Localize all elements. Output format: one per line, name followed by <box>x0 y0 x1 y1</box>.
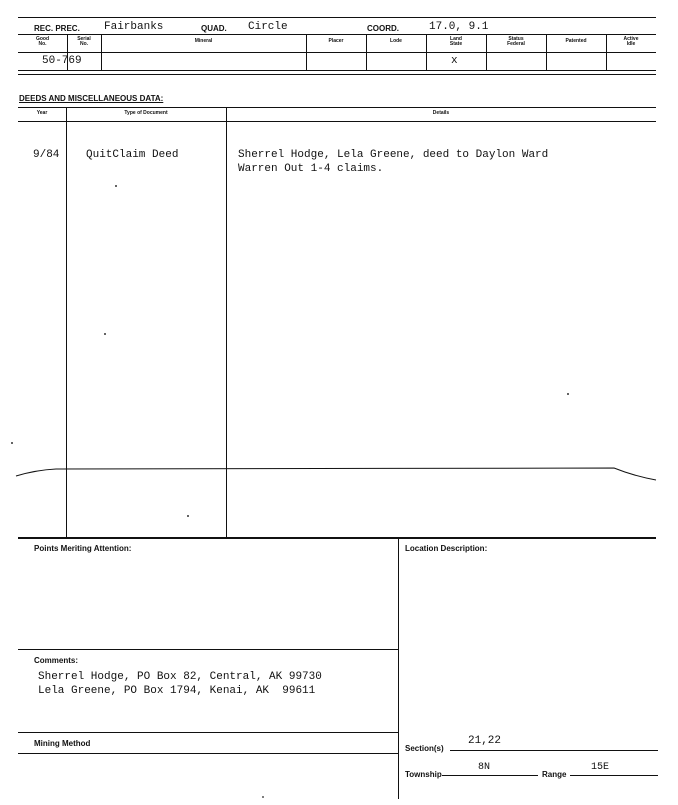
quad-value: Circle <box>248 21 288 33</box>
points-meriting-label: Points Meriting Attention: <box>34 544 132 553</box>
col-placer: Placer <box>328 38 344 44</box>
mining-method-label: Mining Method <box>34 739 91 748</box>
speck <box>11 442 13 444</box>
col-lode: Lode <box>390 38 402 44</box>
comments-label: Comments: <box>34 656 79 665</box>
col-land-state: Land State <box>449 36 463 47</box>
col-details: Details <box>432 110 450 116</box>
comment-line1: Sherrel Hodge, PO Box 82, Central, AK 99730 <box>38 671 322 683</box>
col-good-no: Good No. <box>35 36 50 47</box>
rec-prec-value: Fairbanks <box>104 21 164 33</box>
speck <box>187 515 189 517</box>
range-underline <box>570 775 658 776</box>
coord-value: 17.0, 9.1 <box>429 21 489 33</box>
fold-line <box>16 468 656 480</box>
speck <box>262 796 264 798</box>
col-year: Year <box>36 110 48 116</box>
col-status-federal: Status Federal <box>507 36 525 47</box>
col-serial-no: Serial No. <box>77 36 91 47</box>
speck <box>567 393 569 395</box>
good-no-value: 50-769 <box>42 55 82 67</box>
col-mineral: Mineral <box>194 38 213 44</box>
township-value: 8N <box>478 762 491 773</box>
coord-label: COORD. <box>367 24 399 33</box>
lower-col-divider <box>398 537 399 799</box>
lower-section-rule <box>18 537 656 539</box>
section-value: 21,22 <box>468 735 502 747</box>
location-description-label: Location Description: <box>405 544 488 553</box>
range-label: Range <box>542 770 567 779</box>
deed-details-line2: Warren Out 1-4 claims. <box>238 163 384 175</box>
rec-prec-label: REC. PREC. <box>34 24 80 33</box>
mining-underline <box>18 753 398 754</box>
col-patented: Patented <box>565 38 587 44</box>
comments-rule <box>18 649 398 650</box>
section-label: Section(s) <box>405 744 444 753</box>
township-underline <box>442 775 538 776</box>
comment-line2: Lela Greene, PO Box 1794, Kenai, AK 99611 <box>38 685 316 697</box>
range-value: 15E <box>591 762 610 773</box>
land-state-mark: x <box>451 55 458 67</box>
speck <box>115 185 117 187</box>
deed-type: QuitClaim Deed <box>86 149 179 161</box>
deed-year: 9/84 <box>33 149 60 161</box>
col-active-idle: Active Idle <box>623 36 639 47</box>
col-type-of-document: Type of Document <box>124 110 168 116</box>
section-underline <box>450 750 658 751</box>
deed-details-line1: Sherrel Hodge, Lela Greene, deed to Daylon Ward <box>238 149 549 161</box>
township-label: Township <box>405 770 442 779</box>
deeds-section-title: DEEDS AND MISCELLANEOUS DATA: <box>19 94 164 103</box>
speck <box>104 333 106 335</box>
quad-label: QUAD. <box>201 24 227 33</box>
mining-rule <box>18 732 398 733</box>
